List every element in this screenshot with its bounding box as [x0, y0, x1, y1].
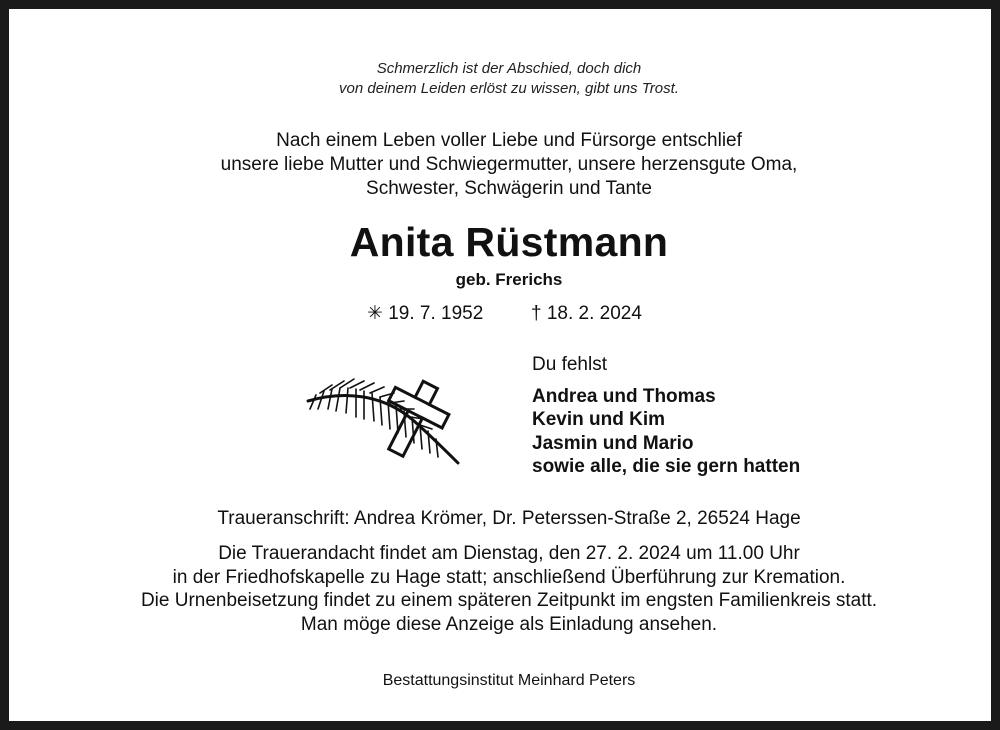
mourning-address: Traueranschrift: Andrea Krömer, Dr. Peterssen-Straße 2, 26524 Hage [217, 508, 801, 529]
mourners-lead: Du fehlst [532, 354, 607, 375]
service-line: Die Urnenbeisetzung findet zu einem späteren Zeitpunkt im engsten Familienkreis statt. [140, 590, 878, 611]
mourners-block [532, 353, 800, 479]
intro-text [9, 129, 1000, 201]
mourner-name: Kevin und Kim [532, 409, 666, 430]
mourner-name: Andrea und Thomas [532, 385, 716, 407]
motto-quote [9, 59, 1000, 99]
motto-line: von deinem Leiden erlöst zu wissen, gibt uns Trost. [339, 80, 679, 97]
service-line: in der Friedhofskapelle zu Hage statt; anschließend Überführung zur Kremation. [172, 566, 846, 588]
mourner-name: Jasmin und Mario [532, 432, 694, 454]
intro-line: unsere liebe Mutter und Schwiegermutter, unsere herzensgute Oma, [220, 154, 798, 175]
birth-date: ✳ 19. 7. 1952 [367, 303, 484, 324]
palm-frond-cross-icon [302, 373, 462, 467]
death-date: † 18. 2. 2024 [531, 303, 642, 324]
service-details [9, 542, 1000, 636]
intro-line: Nach einem Leben voller Liebe und Fürsorge entschlief [276, 130, 742, 151]
undertaker-name: Bestattungsinstitut Meinhard Peters [382, 672, 636, 689]
maiden-name: geb. Frerichs [455, 270, 563, 289]
intro-line: Schwester, Schwägerin und Tante [366, 178, 652, 199]
service-line: Man möge diese Anzeige als Einladung ansehen. [300, 613, 718, 635]
mourners-names [532, 385, 800, 479]
service-line: Die Trauerandacht findet am Dienstag, den 27. 2. 2024 um 11.00 Uhr [218, 543, 800, 564]
motto-line: Schmerzlich ist der Abschied, doch dich [376, 60, 642, 77]
mourner-name: sowie alle, die sie gern hatten [532, 456, 801, 477]
deceased-name: Anita Rüstmann [349, 219, 669, 265]
